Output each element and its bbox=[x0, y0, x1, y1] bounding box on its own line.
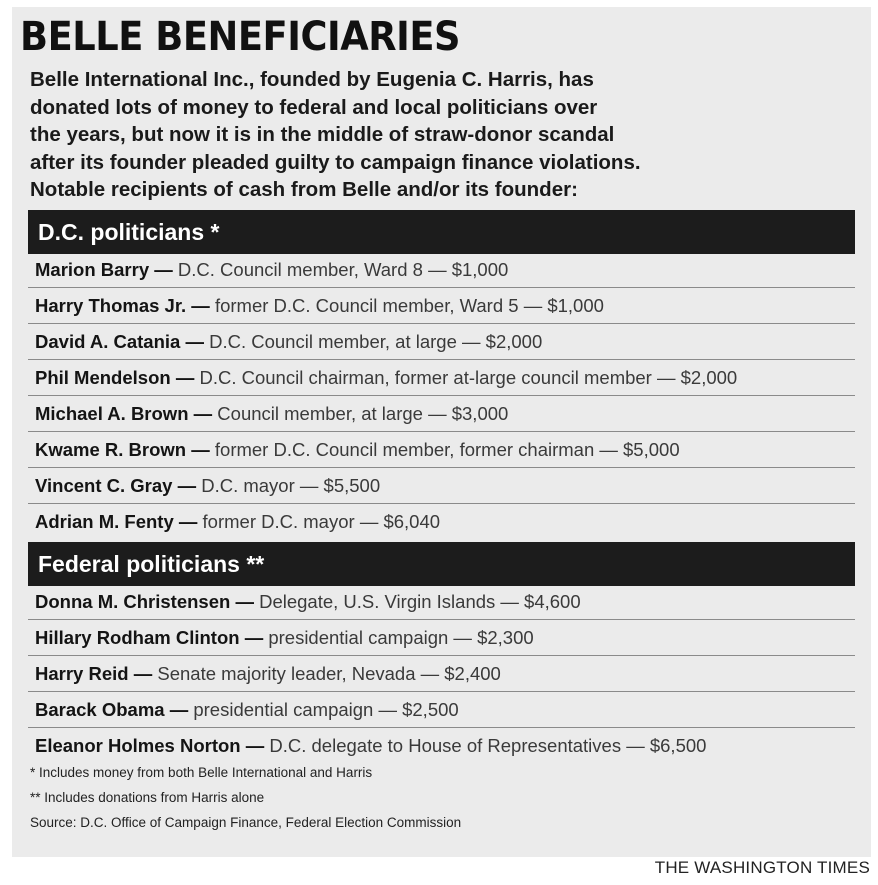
list-item bbox=[28, 504, 855, 540]
separator-dash: — bbox=[235, 591, 254, 612]
recipient-name: Michael A. Brown bbox=[35, 403, 189, 424]
list-item bbox=[28, 584, 855, 620]
separator-dash: — bbox=[191, 295, 210, 316]
recipient-name: Adrian M. Fenty bbox=[35, 511, 174, 532]
source-note: Source: D.C. Office of Campaign Finance, Federal Election Commission bbox=[30, 815, 462, 830]
list-item bbox=[28, 468, 855, 504]
list-item bbox=[28, 252, 855, 288]
separator-dash: — bbox=[178, 511, 198, 532]
recipient-detail: former D.C. Council member, former chairman — $5,000 bbox=[214, 439, 680, 460]
separator-dash: — bbox=[185, 331, 204, 352]
federal-politicians-list bbox=[28, 584, 855, 764]
graphic-title: BELLE BENEFICIARIES bbox=[20, 14, 461, 60]
list-item bbox=[28, 288, 855, 324]
intro-line: after its founder pleaded guilty to campaign finance violations. bbox=[30, 150, 641, 174]
recipient-name: Marion Barry bbox=[35, 259, 150, 280]
list-item bbox=[28, 728, 855, 764]
footnote-single-asterisk: * Includes money from both Belle International and Harris bbox=[30, 765, 373, 780]
separator-dash: — bbox=[169, 699, 189, 720]
recipient-name: David A. Catania bbox=[35, 331, 181, 352]
recipient-detail: Council member, at large — $3,000 bbox=[217, 403, 509, 424]
section-header-dc-politicians: D.C. politicians * bbox=[28, 210, 855, 254]
list-item bbox=[28, 656, 855, 692]
recipient-name: Kwame R. Brown bbox=[35, 439, 187, 460]
recipient-detail: Senate majority leader, Nevada — $2,400 bbox=[157, 663, 501, 684]
recipient-name: Donna M. Christensen bbox=[35, 591, 231, 612]
recipient-name: Eleanor Holmes Norton bbox=[35, 735, 241, 756]
list-item bbox=[28, 396, 855, 432]
footnote-double-asterisk: ** Includes donations from Harris alone bbox=[30, 790, 265, 805]
recipient-detail: former D.C. mayor — $6,040 bbox=[202, 511, 441, 532]
separator-dash: — bbox=[244, 627, 264, 648]
recipient-detail: D.C. delegate to House of Representatives — $6,500 bbox=[269, 735, 707, 756]
recipient-detail: D.C. Council chairman, former at-large council member — $2,000 bbox=[199, 367, 738, 388]
recipient-name: Harry Thomas Jr. bbox=[35, 295, 187, 316]
list-item bbox=[28, 692, 855, 728]
intro-text bbox=[30, 66, 860, 204]
recipient-name: Vincent C. Gray bbox=[35, 475, 173, 496]
separator-dash: — bbox=[191, 439, 210, 460]
recipient-name: Phil Mendelson bbox=[35, 367, 171, 388]
section-header-federal-politicians: Federal politicians ** bbox=[28, 542, 855, 586]
recipient-detail: presidential campaign — $2,500 bbox=[193, 699, 459, 720]
separator-dash: — bbox=[154, 259, 173, 280]
publisher-credit: THE WASHINGTON TIMES bbox=[654, 858, 870, 877]
separator-dash: — bbox=[193, 403, 213, 424]
footnotes bbox=[30, 762, 461, 837]
dc-politicians-list bbox=[28, 252, 855, 540]
intro-line: Notable recipients of cash from Belle and/or its founder: bbox=[30, 178, 578, 201]
separator-dash: — bbox=[177, 475, 197, 496]
recipient-name: Barack Obama bbox=[35, 699, 165, 720]
recipient-detail: D.C. Council member, at large — $2,000 bbox=[209, 331, 543, 352]
list-item bbox=[28, 360, 855, 396]
recipient-detail: presidential campaign — $2,300 bbox=[268, 627, 534, 648]
intro-line: donated lots of money to federal and local politicians over bbox=[30, 95, 598, 119]
list-item bbox=[28, 432, 855, 468]
recipient-detail: Delegate, U.S. Virgin Islands — $4,600 bbox=[259, 591, 581, 612]
list-item bbox=[28, 324, 855, 360]
recipient-name: Harry Reid bbox=[35, 663, 129, 684]
separator-dash: — bbox=[133, 663, 153, 684]
intro-line: Belle International Inc., founded by Eugenia C. Harris, has bbox=[30, 68, 594, 91]
separator-dash: — bbox=[245, 735, 265, 756]
list-item bbox=[28, 620, 855, 656]
recipient-detail: D.C. mayor — $5,500 bbox=[201, 475, 381, 496]
separator-dash: — bbox=[175, 367, 195, 388]
recipient-name: Hillary Rodham Clinton bbox=[35, 627, 240, 648]
intro-line: the years, but now it is in the middle of straw-donor scandal bbox=[30, 123, 615, 146]
recipient-detail: D.C. Council member, Ward 8 — $1,000 bbox=[177, 259, 509, 280]
recipient-detail: former D.C. Council member, Ward 5 — $1,000 bbox=[214, 295, 604, 316]
